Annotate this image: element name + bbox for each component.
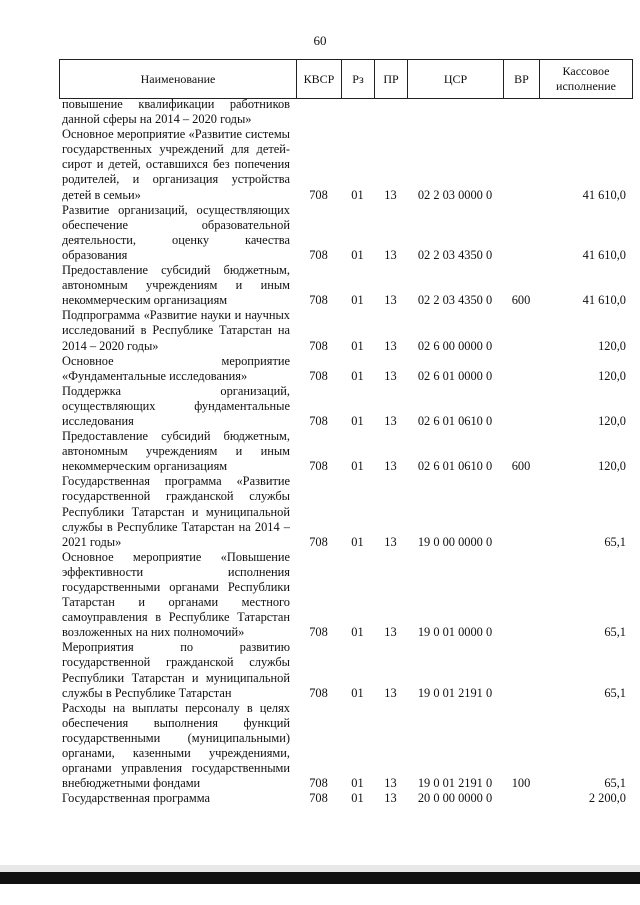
cell-name: Основное мероприятие «Фундаментальные исследования» <box>62 353 290 383</box>
table-header <box>59 59 633 99</box>
cell-pr: 13 <box>384 459 397 474</box>
cell-csr <box>407 97 503 127</box>
table-row <box>62 384 632 429</box>
table-row <box>62 97 632 127</box>
table-row <box>62 354 632 384</box>
cell-kvsr: 708 <box>309 791 328 806</box>
cell-sum: 41 610,0 <box>582 187 626 202</box>
table-row <box>62 550 632 641</box>
page-number: 60 <box>313 33 327 48</box>
cell-vr <box>503 384 539 429</box>
cell-csr: 02 2 03 4350 0 <box>417 247 493 262</box>
budget-table <box>62 97 632 806</box>
cell-vr <box>503 354 539 384</box>
cell-name: Расходы на выплаты персоналу в целях обеспечения выполнения функций государственными (муниципальными) органами, казенными учреждениями, органами управления государственными внебюджетными фондами <box>62 700 290 791</box>
cell-rz: 01 <box>351 776 364 791</box>
cell-kvsr: 708 <box>309 459 328 474</box>
cell-pr: 13 <box>384 776 397 791</box>
cell-pr: 13 <box>384 338 397 353</box>
cell-rz: 01 <box>351 459 364 474</box>
table-row <box>62 127 632 202</box>
cell-pr: 13 <box>384 685 397 700</box>
cell-rz: 01 <box>351 534 364 549</box>
cell-rz: 01 <box>351 187 364 202</box>
header-csr: ЦСР <box>408 60 504 99</box>
cell-csr: 02 6 01 0610 0 <box>417 459 493 474</box>
header-vr: ВР <box>504 60 540 99</box>
cell-kvsr: 708 <box>309 625 328 640</box>
cell-pr: 13 <box>384 247 397 262</box>
cell-csr: 20 0 00 0000 0 <box>417 791 493 806</box>
cell-kvsr: 708 <box>309 413 328 428</box>
table-row <box>62 203 632 263</box>
table-row <box>62 429 632 474</box>
cell-rz: 01 <box>351 247 364 262</box>
cell-csr: 19 0 01 0000 0 <box>417 625 493 640</box>
cell-vr <box>503 640 539 700</box>
cell-vr: 100 <box>511 776 531 791</box>
cell-csr: 19 0 01 2191 0 <box>417 776 493 791</box>
cell-sum: 120,0 <box>598 338 626 353</box>
cell-sum: 41 610,0 <box>582 247 626 262</box>
cell-name: Предоставление субсидий бюджетным, автономным учреждениям и иным некоммерческим организациям <box>62 263 290 308</box>
cell-rz: 01 <box>351 293 364 308</box>
cell-vr <box>503 791 539 806</box>
cell-sum: 41 610,0 <box>582 293 626 308</box>
cell-kvsr: 708 <box>309 534 328 549</box>
table-row <box>62 791 632 806</box>
cell-name: Государственная программа <box>62 791 210 806</box>
cell-kvsr: 708 <box>309 685 328 700</box>
header-exec: Кассовое исполнение <box>540 60 633 99</box>
cell-pr: 13 <box>384 293 397 308</box>
cell-kvsr: 708 <box>309 776 328 791</box>
cell-sum: 65,1 <box>604 776 626 791</box>
cell-pr: 13 <box>384 791 397 806</box>
cell-kvsr: 708 <box>309 187 328 202</box>
header-name: Наименование <box>60 60 297 99</box>
cell-csr: 19 0 01 2191 0 <box>417 685 493 700</box>
header-pr: ПР <box>375 60 408 99</box>
header-kvsr: КВСР <box>297 60 342 99</box>
cell-pr: 13 <box>384 625 397 640</box>
cell-vr <box>503 127 539 202</box>
cell-pr: 13 <box>384 413 397 428</box>
cell-kvsr: 708 <box>309 338 328 353</box>
cell-csr: 02 6 00 0000 0 <box>417 338 493 353</box>
cell-name: Мероприятия по развитию государственной гражданской службы Республики Татарстан и муниципальной службы в Республике Татарстан <box>62 640 290 700</box>
cell-name: Государственная программа «Развитие государственной гражданской службы Республики Татарстан и муниципальной службы в Республике Татарстан на 2014 – 2021 годы» <box>62 474 290 549</box>
scan-edge <box>0 865 640 872</box>
cell-rz: 01 <box>351 368 364 383</box>
cell-vr <box>503 550 539 641</box>
cell-sum: 65,1 <box>604 534 626 549</box>
cell-rz: 01 <box>351 413 364 428</box>
cell-name: Развитие организаций, осуществляющих обеспечение образовательной деятельности, оценку качества образования <box>62 202 290 262</box>
cell-vr <box>503 97 539 127</box>
table-row <box>62 474 632 549</box>
cell-vr: 600 <box>511 293 531 308</box>
cell-sum: 120,0 <box>598 368 626 383</box>
cell-sum: 2 200,0 <box>588 791 626 806</box>
table-row <box>62 701 632 792</box>
cell-name: Поддержка организаций, осуществляющих фундаментальные исследования <box>62 383 290 428</box>
cell-rz: 01 <box>351 685 364 700</box>
cell-kvsr: 708 <box>309 368 328 383</box>
cell-csr: 02 2 03 4350 0 <box>417 293 493 308</box>
cell-vr: 600 <box>511 459 531 474</box>
cell-csr: 02 6 01 0000 0 <box>417 368 493 383</box>
cell-pr: 13 <box>384 534 397 549</box>
cell-sum: 120,0 <box>598 459 626 474</box>
cell-rz: 01 <box>351 338 364 353</box>
cell-name: Предоставление субсидий бюджетным, автономным учреждениям и иным некоммерческим организациям <box>62 429 290 474</box>
cell-name: Основное мероприятие «Повышение эффективности исполнения государственными органами Республики Татарстан и органами местного самоуправления в Республике Татарстан возложенных на них полномочий» <box>62 549 290 640</box>
cell-name: повышение квалификации работников данной сферы на 2014 – 2020 годы» <box>62 97 290 127</box>
cell-rz <box>341 97 374 127</box>
cell-kvsr: 708 <box>309 247 328 262</box>
cell-pr: 13 <box>384 368 397 383</box>
cell-vr <box>503 203 539 263</box>
table-row <box>62 640 632 700</box>
cell-name: Основное мероприятие «Развитие системы государственных учреждений для детей-сирот и детей, оставшихся без попечения родителей, и организация устройства детей в семьи» <box>62 127 290 202</box>
header-rz: Рз <box>342 60 375 99</box>
cell-csr: 02 6 01 0610 0 <box>417 413 493 428</box>
cell-vr <box>503 308 539 353</box>
cell-name: Подпрограмма «Развитие науки и научных исследований в Республике Татарстан на 2014 – 2020 годы» <box>62 308 290 353</box>
table-row <box>62 308 632 353</box>
cell-sum: 65,1 <box>604 625 626 640</box>
table-row <box>62 263 632 308</box>
cell-sum <box>539 97 632 127</box>
cell-kvsr <box>296 97 341 127</box>
cell-rz: 01 <box>351 791 364 806</box>
cell-csr: 02 2 03 0000 0 <box>417 187 493 202</box>
cell-vr <box>503 474 539 549</box>
scan-border <box>0 872 640 884</box>
cell-csr: 19 0 00 0000 0 <box>417 534 493 549</box>
cell-pr <box>374 97 407 127</box>
cell-rz: 01 <box>351 625 364 640</box>
cell-sum: 120,0 <box>598 413 626 428</box>
cell-pr: 13 <box>384 187 397 202</box>
cell-sum: 65,1 <box>604 685 626 700</box>
cell-kvsr: 708 <box>309 293 328 308</box>
